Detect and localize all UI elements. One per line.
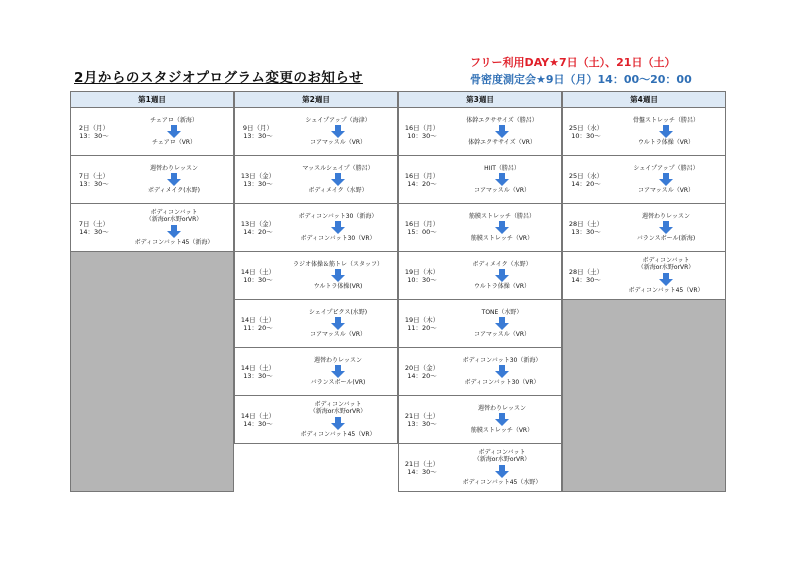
cell-date: 16日（月） [404,171,440,180]
schedule-cell [562,204,726,252]
cell-date: 13日（金） [240,219,276,228]
new-program: ボディコンバット45（VR） [628,286,704,294]
schedule-cell [562,108,726,156]
free-day-notice: フリー利用DAY★7日（土）、21日（土） [470,56,676,69]
cell-date-time [239,252,277,299]
down-arrow-icon [331,125,345,138]
new-program: 筋膜ストレッチ（VR） [470,235,534,242]
schedule-cell [234,156,398,204]
cell-change [443,204,561,251]
new-program: 体幹エクササイズ（VR） [468,139,536,146]
schedule-cell [234,348,398,396]
cell-date-time [403,204,441,251]
schedule-cell [398,348,562,396]
cell-date-time [75,156,113,203]
week-column-2 [234,91,398,444]
cell-date-time [239,348,277,395]
cell-change [443,396,561,443]
cell-date: 13日（金） [240,171,276,180]
cell-time: 11：20～ [243,323,273,332]
cell-date-time [403,252,441,299]
down-arrow-icon [167,225,181,238]
original-program: ボディコンバット （新海or水野orVR） [637,256,695,272]
down-arrow-icon [331,417,345,430]
cell-change [279,348,397,395]
cell-change [443,300,561,347]
cell-time: 13：30～ [79,131,109,140]
original-program: TONE（水野） [481,308,523,316]
original-program: 週替わりレッスン [642,212,690,220]
cell-change [607,252,725,299]
new-program: 筋膜ストレッチ（VR） [470,427,534,434]
week-column-4 [562,91,726,300]
schedule-cell [398,444,562,492]
cell-change [443,156,561,203]
down-arrow-icon [495,365,509,378]
schedule-cell [562,156,726,204]
down-arrow-icon [167,125,181,138]
cell-time: 15：00～ [407,227,437,236]
down-arrow-icon [495,465,509,478]
cell-date-time [239,156,277,203]
cell-date: 7日（土） [78,219,110,228]
new-program: ボディメイク(水野) [148,187,200,194]
new-program: ウルトラ体操（VR） [637,139,695,146]
down-arrow-icon [331,317,345,330]
original-program: ボディコンバット （新海or水野orVR） [145,208,203,224]
cell-time: 10：30～ [243,275,273,284]
new-program: ウルトラ体操（VR） [473,283,531,290]
cell-time: 13：30～ [243,131,273,140]
cell-time: 10：30～ [407,275,437,284]
cell-date-time [403,396,441,443]
cell-date-time [403,108,441,155]
down-arrow-icon [331,365,345,378]
original-program: シェイプアップ（勝呂） [633,164,699,172]
cell-date-time [567,108,605,155]
original-program: 体幹エクササイズ（勝呂） [466,116,538,124]
cell-date: 28日（土） [568,219,604,228]
cell-time: 14：30～ [407,467,437,476]
down-arrow-icon [331,221,345,234]
cell-time: 14：20～ [571,179,601,188]
cell-date: 16日（月） [404,219,440,228]
cell-date: 14日（土） [240,363,276,372]
schedule-cell [234,204,398,252]
cell-change [443,348,561,395]
cell-date-time [75,204,113,251]
new-program: コアマッスル（VR） [637,187,695,194]
cell-change [607,204,725,251]
cell-time: 14：20～ [243,227,273,236]
cell-date-time [567,204,605,251]
down-arrow-icon [659,273,673,286]
cell-change [279,396,397,443]
new-program: コアマッスル（VR） [309,331,367,338]
empty-area [70,251,234,492]
cell-date: 14日（土） [240,267,276,276]
down-arrow-icon [659,173,673,186]
original-program: 週替わりレッスン [478,404,526,412]
cell-date: 21日（土） [404,459,440,468]
schedule-cell [234,252,398,300]
cell-time: 14：30～ [243,419,273,428]
schedule-cell [398,396,562,444]
week-column-3 [398,91,562,492]
week-header: 第3週目 [398,91,562,108]
new-program: ボディメイク（水野） [308,187,368,194]
bone-density-notice: 骨密度測定会★9日（月）14：00～20：00 [470,73,692,86]
down-arrow-icon [495,125,509,138]
cell-date-time [239,300,277,347]
down-arrow-icon [495,173,509,186]
cell-date-time [403,348,441,395]
cell-date: 21日（土） [404,411,440,420]
original-program: 週替わりレッスン [150,164,198,172]
original-program: 週替わりレッスン [314,356,362,364]
cell-time: 13：30～ [79,179,109,188]
schedule-cell [70,204,234,252]
cell-date-time [75,108,113,155]
original-program: チェアロ（新海） [150,116,198,124]
cell-time: 10：30～ [571,131,601,140]
cell-date: 14日（土） [240,315,276,324]
cell-date: 19日（木） [404,315,440,324]
cell-date: 14日（土） [240,411,276,420]
original-program: シェイプアップ（海津） [305,116,371,124]
cell-change [115,108,233,155]
cell-date: 19日（木） [404,267,440,276]
week-column-1 [70,91,234,252]
empty-area [562,299,726,492]
schedule-cell [398,252,562,300]
new-program: ボディコンバット45（水野） [462,478,542,486]
schedule-cell [234,300,398,348]
original-program: 筋膜ストレッチ（勝呂） [469,212,535,220]
cell-change [279,156,397,203]
down-arrow-icon [331,269,345,282]
cell-change [279,108,397,155]
cell-change [607,156,725,203]
cell-change [115,156,233,203]
cell-date: 16日（月） [404,123,440,132]
schedule-cell [234,396,398,444]
schedule-cell [70,108,234,156]
down-arrow-icon [331,173,345,186]
cell-date: 28日（土） [568,267,604,276]
down-arrow-icon [659,221,673,234]
down-arrow-icon [495,317,509,330]
new-program: ボディコンバット45（新海） [134,238,214,246]
cell-date-time [403,156,441,203]
original-program: ボディメイク（水野） [472,260,532,268]
cell-date: 20日（金） [404,363,440,372]
cell-time: 13：30～ [407,419,437,428]
schedule-cell [234,108,398,156]
new-program: ウルトラ体操(VR) [313,283,363,290]
cell-change [443,108,561,155]
cell-date: 25日（水） [568,123,604,132]
down-arrow-icon [495,221,509,234]
new-program: バランスボール(VR) [310,379,366,386]
schedule-cell [70,156,234,204]
cell-time: 13：30～ [243,179,273,188]
new-program: コアマッスル（VR） [473,187,531,194]
down-arrow-icon [167,173,181,186]
cell-time: 10：30～ [407,131,437,140]
new-program: ボディコンバット30（VR） [300,235,376,242]
cell-date-time [239,396,277,443]
week-header: 第4週目 [562,91,726,108]
cell-change [279,204,397,251]
down-arrow-icon [659,125,673,138]
schedule-cell [398,156,562,204]
cell-date: 2日（月） [78,123,110,132]
week-header: 第1週目 [70,91,234,108]
cell-date: 7日（土） [78,171,110,180]
new-program: ボディコンバット30（VR） [464,379,540,386]
page-title: 2月からのスタジオプログラム変更のお知らせ [74,70,363,86]
cell-date-time [567,156,605,203]
new-program: コアマッスル（VR） [473,331,531,338]
schedule-cell [398,108,562,156]
cell-date: 9日（月） [242,123,274,132]
cell-date: 25日（水） [568,171,604,180]
down-arrow-icon [495,413,509,426]
cell-time: 14：30～ [571,275,601,284]
new-program: チェアロ（VR） [151,139,197,146]
cell-date-time [239,108,277,155]
cell-time: 13：30～ [243,371,273,380]
original-program: ボディコンバット （新海or水野orVR） [309,400,367,416]
schedule-cell [398,300,562,348]
schedule-cell [398,204,562,252]
original-program: ボディコンバット （新海or水野orVR） [473,448,531,464]
original-program: ボディコンバット30（新海） [462,356,542,364]
schedule-cell [562,252,726,300]
cell-change [279,252,397,299]
cell-change [279,300,397,347]
new-program: バランスボール(新海) [636,235,696,242]
cell-date-time [239,204,277,251]
new-program: ボディコンバット45（VR） [300,430,376,438]
original-program: ラジオ体操＆筋トレ（スタッフ） [292,260,383,268]
cell-time: 14：30～ [79,227,109,236]
cell-time: 14：20～ [407,371,437,380]
original-program: 骨盤ストレッチ（勝呂） [633,116,699,124]
cell-change [115,204,233,251]
cell-time: 13：30～ [571,227,601,236]
new-program: コアマッスル（VR） [309,139,367,146]
cell-date-time [403,300,441,347]
cell-change [443,252,561,299]
original-program: マッスルシェイプ（勝呂） [302,164,374,172]
cell-change [607,108,725,155]
down-arrow-icon [495,269,509,282]
cell-date-time [403,444,441,491]
cell-date-time [567,252,605,299]
cell-time: 11：20～ [407,323,437,332]
week-header: 第2週目 [234,91,398,108]
original-program: ボディコンバット30（新海） [298,212,378,220]
original-program: HIIT（勝呂） [484,164,520,172]
cell-time: 14：20～ [407,179,437,188]
cell-change [443,444,561,491]
original-program: シェイプピクス(水野) [308,308,368,316]
